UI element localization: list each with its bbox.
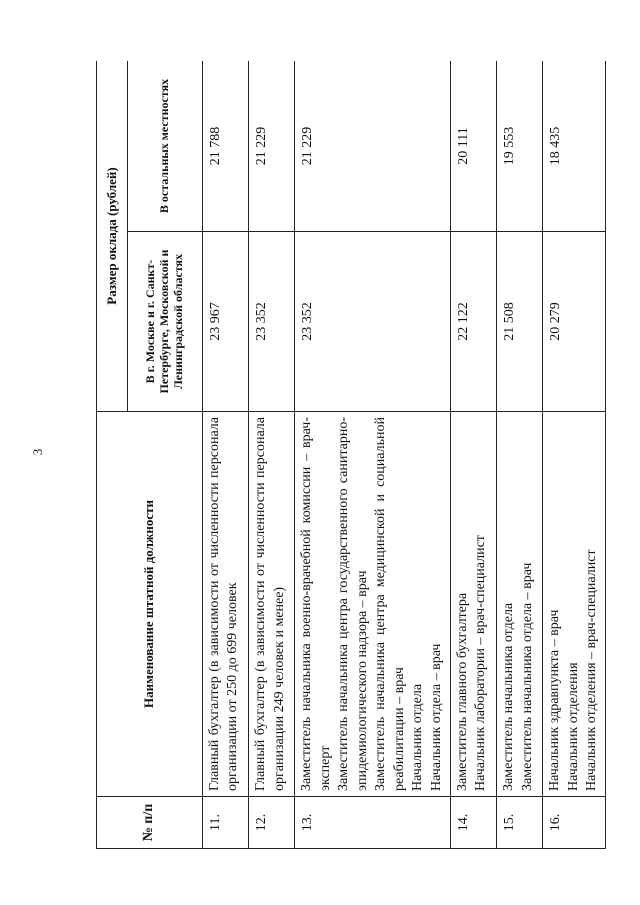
header-position-name: Наименование штатной должности: [97, 412, 203, 797]
row-number: 15.: [497, 797, 543, 849]
position-name-cell: [450, 412, 496, 797]
position-name: Заместитель начальника отдела: [501, 602, 517, 791]
salary-moscow-value: 22 122: [450, 232, 496, 412]
table-row: [295, 61, 450, 849]
position-name: Главный бухгалтер (в зависимости от численности персонала организации 249 человек и менее): [253, 417, 287, 791]
table-row: [450, 61, 496, 849]
header-other-localities: В остальных местностях: [128, 61, 203, 232]
salary-other-value: 20 111: [450, 61, 496, 232]
header-salary-size: Размер оклада (рублей): [97, 61, 128, 412]
position-name-cell: [295, 412, 450, 797]
position-name: Заместитель начальника центра государственного санитарно-эпидемиологического надзора – врач: [336, 417, 370, 791]
position-name: Главный бухгалтер (в зависимости от численности персонала организации от 250 до 699 человек: [207, 417, 241, 791]
position-name-cell: [203, 412, 249, 797]
row-number: 12.: [249, 797, 295, 849]
position-name: Заместитель начальника военно-врачебной комиссии – врач-эксперт: [299, 417, 333, 791]
position-name: Заместитель главного бухгалтера: [454, 592, 470, 791]
salary-other-value: 21 229: [249, 61, 295, 232]
salary-other-value: 21 788: [203, 61, 249, 232]
salary-moscow-value: 23 967: [203, 232, 249, 412]
page-number: 3: [30, 448, 45, 456]
position-name-cell: [543, 412, 606, 797]
position-name: Заместитель начальника отдела – врач: [519, 562, 535, 791]
position-name-cell: [249, 412, 295, 797]
table-row: [203, 61, 249, 849]
salary-moscow-value: 23 352: [249, 232, 295, 412]
header-number: № п/п: [97, 797, 203, 849]
position-name: Заместитель начальника центра медицинской и социальной реабилитации – врач: [373, 417, 407, 791]
table-row: [249, 61, 295, 849]
rotated-table-frame: [96, 61, 606, 849]
salary-other-value: 19 553: [497, 61, 543, 232]
salary-moscow-value: 20 279: [543, 232, 606, 412]
row-number: 16.: [543, 797, 606, 849]
table-row: [497, 61, 543, 849]
position-name: Начальник отделения – врач-специалист: [584, 549, 600, 791]
salary-table: [96, 61, 606, 849]
header-moscow-region: В г. Москве и г. Санкт-Петербурге, Московской и Ленинградской областях: [128, 232, 203, 412]
salary-other-value: 21 229: [295, 61, 450, 232]
header-row-top: [97, 61, 128, 849]
position-name-cell: [497, 412, 543, 797]
row-number: 11.: [203, 797, 249, 849]
row-number: 14.: [450, 797, 496, 849]
position-name: Начальник лаборатории – врач-специалист: [473, 535, 489, 791]
salary-moscow-value: 21 508: [497, 232, 543, 412]
table-rotation-wrapper: [96, 61, 606, 849]
table-row: [543, 61, 606, 849]
salary-moscow-value: 23 352: [295, 232, 450, 412]
salary-other-value: 18 435: [543, 61, 606, 232]
position-name: Начальник здравпункта – врач: [547, 609, 563, 791]
position-name: Начальник отдела – врач: [428, 643, 444, 791]
position-name: Начальник отдела: [410, 683, 426, 791]
position-name: Начальник отделения: [565, 662, 581, 791]
row-number: 13.: [295, 797, 450, 849]
